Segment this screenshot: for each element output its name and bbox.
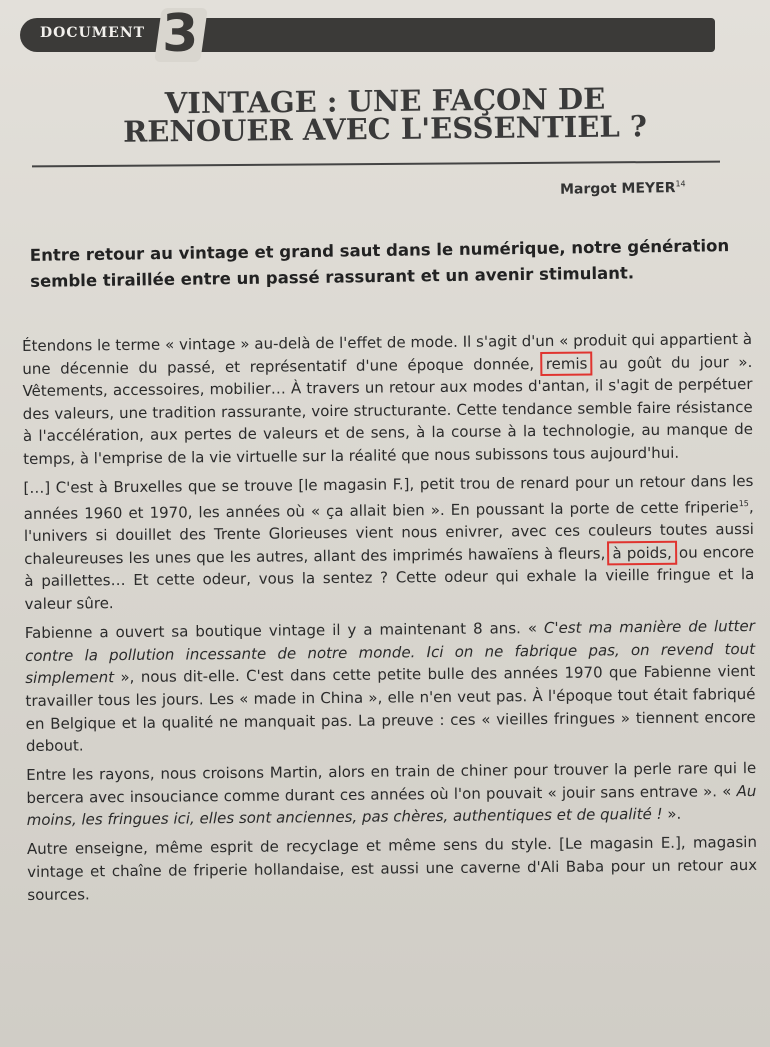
paragraph-3-text-b: », nous dit-elle. C'est dans cette petite bulle des années 1970 que Fabienne vient travailler tous les jours. Les « made in China », elle n'en veut pas. À l'époque tout était fabriqué en Belgique et la qualité ne manquait pas. La preuve : ces « vieilles fringues » tiennent encore debout. [25,662,756,756]
paragraph-5 [27,831,758,906]
document-label: DOCUMENT [40,25,146,41]
paragraph-4-text-b: ». [667,805,682,824]
paragraph-5-text-a: Autre enseigne, même esprit de recyclage et même sens du style. [Le magasin E.], magasin vintage et chaîne de friperie hollandaise, est aussi une caverne d'Ali Baba pour un retour aux sources. [26,833,758,904]
author-name: Margot MEYER [559,180,676,198]
document-header [20,4,715,64]
paragraph-4-text-a: Entre les rayons, nous croisons Martin, alors en train de chiner pour trouver la perle rare qui le bercera avec insouciance comme durant ces années où l'on pouvait « jouir sans entrave ». « [26,759,757,807]
paragraph-1-text-a: Étendons le terme « vintage » au-delà de l'effet de mode. Il s'agit d'un « produit qui appartient à une décennie du passé, et représentatif d'une époque donnée, [22,329,753,378]
paragraph-2 [23,470,754,616]
article-title-line-2: RENOUER AVEC L'ESSENTIEL ? [122,109,648,149]
paragraph-2-text-b: , l'univers si douillet des Trente Glorieuses vient nous enivrer, avec ces couleurs toutes aussi chaleureuses les unes que les autres, allant des imprimés hawaïens à fleurs, [23,497,754,568]
article-body [22,328,758,913]
paragraph-3-quote: C'est ma manière de lutter contre la pollution incessante de notre monde. Ici on ne fabrique pas, on revend tout simplement [24,617,756,688]
paragraph-3 [25,615,756,758]
document-number: 3 [162,4,199,64]
paragraph-2-text-c: ou encore à paillettes… Et cette odeur, vous la sentez ? Cette odeur qui exhale la vieille fringue et la valeur sûre. [24,542,755,614]
paragraph-1 [22,328,753,471]
author-byline [560,179,710,198]
paragraph-2-text-a: […] C'est à Bruxelles que se trouve [le magasin F.], petit trou de renard pour un retour dans les années 1960 et 1970, les années où « ça allait bien ». En poussant la porte de cette friperie [23,472,754,523]
title-divider [32,161,720,168]
footnote-ref-15: 15 [738,498,749,508]
author-footnote-ref: 14 [675,179,686,189]
paragraph-1-text-b: au goût du jour ». Vêtements, accessoires, mobilier… À travers un retour aux modes d'antan, il s'agit de perpétuer des valeurs, une tradition rassurante, voire structurante. Cette tendance semble faire résistance à l'accélération, aux pertes de valeurs et de sens, à la course à la technologie, au manque de temps, à l'emprise de la vie virtuelle sur la réalité que nous subissons tous aujourd'hui. [22,352,754,468]
highlighted-phrase-a-poids: à poids, [612,543,672,563]
highlighted-word-remis: remis [545,354,588,373]
document-number-badge [154,4,208,64]
paragraph-4 [26,757,757,832]
article-lead: Entre retour au vintage et grand saut dans le numérique, notre génération semble tiraillée entre un passé rassurant et un avenir stimulant. [29,236,730,291]
paragraph-3-text-a: Fabienne a ouvert sa boutique vintage il y a maintenant 8 ans. « [24,619,538,643]
paragraph-4-quote: Au moins, les fringues ici, elles sont anciennes, pas chères, authentiques et de qualité ! [26,781,757,830]
article-title-line-1: VINTAGE : UNE FAÇON DE [164,81,606,121]
